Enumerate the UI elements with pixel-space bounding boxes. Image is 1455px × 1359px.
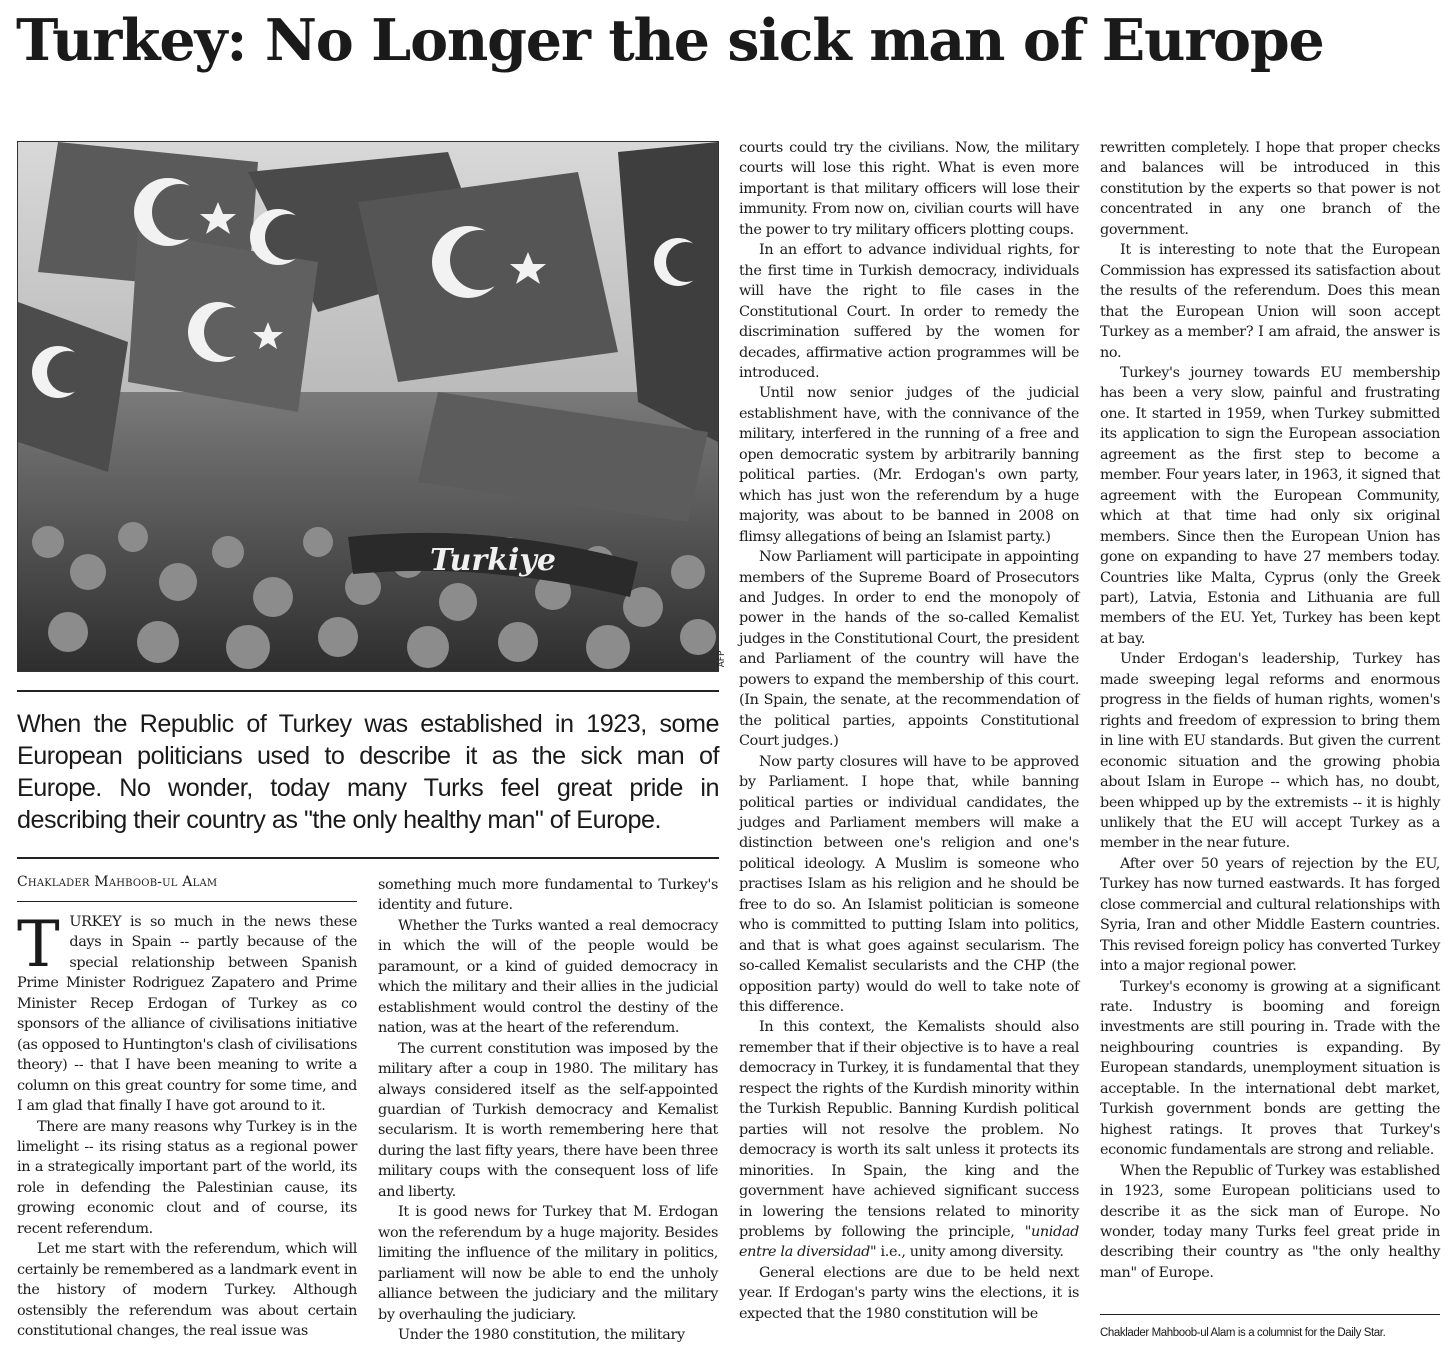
paragraph: Turkey's journey towards EU membership has been a very slow, painful and frustrating one. It started in 1959, when Turkey submitted its application to sign the European association agreement as the first step to become a member. Four years later, in 1963, it signed that agreement with the European Community, which at that time had only six original members. Since then the European Union has gone on expanding to have 27 members today. Countries like Malta, Cyprus (only the Greek part), Latvia, Estonia and Lithuania are full members of the EU. Yet, Turkey has been kept at bay. <box>1100 364 1440 647</box>
footnote-rule <box>1100 1314 1440 1315</box>
photo-credit: AFP <box>717 650 727 668</box>
author-footnote: Chaklader Mahboob-ul Alam is a columnist for the Daily Star. <box>1100 1327 1386 1339</box>
paragraph: Turkey's economy is growing at a significant rate. Industry is booming and foreign investments are still pouring in. Trade with the neighbouring countries is expanding. By European standards, unemployment situation is acceptable. In the international debt market, Turkish government bonds are getting the highest ratings. It proves that Turkey's economic fundamentals are strong and reliable. <box>1100 978 1440 1159</box>
paragraph: Now party closures will have to be approved by Parliament. I hope that, while banning political parties or individual candidates, the judges and Parliament members will make a distinction between one's religion and one's political ideology. A Muslim is someone who practises Islam as his religion and he should be free to do so. An Islamist politician is someone who is committed to putting Islam into politics, and that is what goes against secularism. The so-called Kemalist secularists and the CHP (the opposition party) would do well to take note of this difference. <box>739 753 1079 1016</box>
italic-quote: "unidad entre la diversidad" <box>739 1224 1079 1261</box>
paragraph: Now Parliament will participate in appointing members of the Supreme Board of Prosecutors and Judges. In order to end the monopoly of power in the hands of the so-called Kemalist judges in the Constitutional Court, the president and Parliament of the country will have the powers to expand the membership of this court. (In Spain, the senate, at the recommendation of the political parties, appoints Constitutional Court judges.) <box>739 549 1079 750</box>
crowd-with-flags-image <box>18 142 718 671</box>
headline: Turkey: No Longer the sick man of Europe <box>16 7 1324 74</box>
paragraph: Let me start with the referendum, which will certainly be remembered as a landmark event in the history of modern Turkey. Although ostensibly the referendum was about certain constitutional changes, the real issue was <box>17 1241 357 1340</box>
news-photo <box>17 141 719 672</box>
paragraph: When the Republic of Turkey was established in 1923, some European politicians used to describe it as the sick man of Europe. No wonder, today many Turks feel great pride in describing their country as "the only healthy man" of Europe. <box>1100 1162 1440 1281</box>
paragraph: rewritten completely. I hope that proper checks and balances will be introduced in this constitution by the experts so that power is not concentrated in any one branch of the government. <box>1100 140 1440 238</box>
article-column-1 <box>17 908 357 1342</box>
paragraph: courts could try the civilians. Now, the military courts will lose this right. What is even more important is that military officers will lose their immunity. From now on, civilian courts will have the power to try military officers plotting coups. <box>739 140 1079 238</box>
paragraph: In this context, the Kemalists should also remember that if their objective is to have a real democracy in Turkey, it is fundamental that they respect the rights of the Kurdish minority within the Turkish Republic. Banning Kurdish political parties will not resolve the problem. No democracy is worth its salt unless it protects its minorities. In Spain, the king and the government have achieved significant success in lowering the tensions related to minority problems by following the principle, "unidad entre la diversidad" i.e., unity among diversity. <box>739 1019 1079 1261</box>
pullquote-bottom-rule <box>17 857 719 859</box>
scarf-banner-text: Turkiye <box>430 543 556 578</box>
paragraph: It is interesting to note that the European Commission has expressed its satisfaction about the results of the referendum. Does this mean that the European Union will soon accept Turkey as a member? I am afraid, the answer is no. <box>1100 242 1440 361</box>
drop-cap: T <box>17 908 60 982</box>
paragraph: There are many reasons why Turkey is in the limelight -- its rising status as a regional power in a strategically important part of the world, its role in defending the Palestinian cause, its growing economic clout and of course, its recent referendum. <box>17 1118 357 1237</box>
article-column-2 <box>378 875 718 1345</box>
article-column-4 <box>1100 138 1440 1283</box>
paragraph: After over 50 years of rejection by the EU, Turkey has now turned eastwards. It has forged close commercial and cultural relationships with Syria, Iran and other Middle Eastern countries. This revised foreign policy has converted Turkey into a major regional power. <box>1100 855 1440 975</box>
paragraph: General elections are due to be held next year. If Erdogan's party wins the elections, it is expected that the 1980 constitution will be <box>739 1264 1079 1322</box>
paragraph: Until now senior judges of the judicial establishment have, with the connivance of the military, interfered in the running of a free and open democratic system by arbitrarily banning political parties. (Mr. Erdogan's own party, which has just won the referendum by a huge majority, was about to be banned in 2008 on flimsy allegations of being an Islamist party.) <box>739 385 1079 545</box>
paragraph: Whether the Turks wanted a real democracy in which the will of the people would be paramount, or a kind of guided democracy in which the military and their allies in the judicial establishment would control the destiny of the nation, was at the heart of the referendum. <box>378 917 718 1037</box>
pullquote-top-rule <box>17 690 719 692</box>
byline-rule <box>17 901 357 902</box>
paragraph: Under Erdogan's leadership, Turkey has made sweeping legal reforms and enormous progress in the fields of human rights, women's rights and freedom of expression to bring them in line with EU standards. But given the current economic situation and the growing phobia about Islam in Europe -- which has, no doubt, been whipped up by the extremists -- it is highly unlikely that the EU will accept Turkey as a member in the near future. <box>1100 651 1440 852</box>
paragraph: It is good news for Turkey that M. Erdogan won the referendum by a huge majority. Besides limiting the influence of the military in politics, parliament will now be able to end the unholy alliance between the judiciary and the military by overhauling the judiciary. <box>378 1204 718 1323</box>
byline: Chaklader Mahboob-ul Alam <box>17 874 218 890</box>
article-column-3 <box>739 138 1079 1324</box>
pullquote: When the Republic of Turkey was established in 1923, some European politicians used to describe it as the sick man of Europe. No wonder, today many Turks feel great pride in describing their country as "the only healthy man" of Europe. <box>17 710 719 834</box>
paragraph: Under the 1980 constitution, the military <box>398 1326 685 1343</box>
paragraph: In an effort to advance individual rights, for the first time in Turkish democracy, individuals will have the right to file cases in the Constitutional Court. In order to remedy the discrimination suffered by the women for decades, affirmative action programmes will be introduced. <box>739 242 1079 381</box>
paragraph: TURKEY is so much in the news these days in Spain -- partly because of the special relationship between Spanish Prime Minister Rodriguez Zapatero and Prime Minister Recep Erdogan of Turkey as co sponsors of the alliance of civilisations initiative (as opposed to Huntington's clash of civilisations theory) -- that I have been meaning to write a column on this great country for some time, and I am glad that finally I have got around to it. <box>17 908 357 1115</box>
paragraph: something much more fundamental to Turkey's identity and future. <box>378 877 718 914</box>
paragraph: The current constitution was imposed by the military after a coup in 1980. The military has always considered itself as the self-appointed guardian of Turkish democracy and Kemalist secularism. It is worth remembering here that during the last fifty years, there have been three military coups with the consequent loss of life and liberty. <box>378 1040 718 1200</box>
